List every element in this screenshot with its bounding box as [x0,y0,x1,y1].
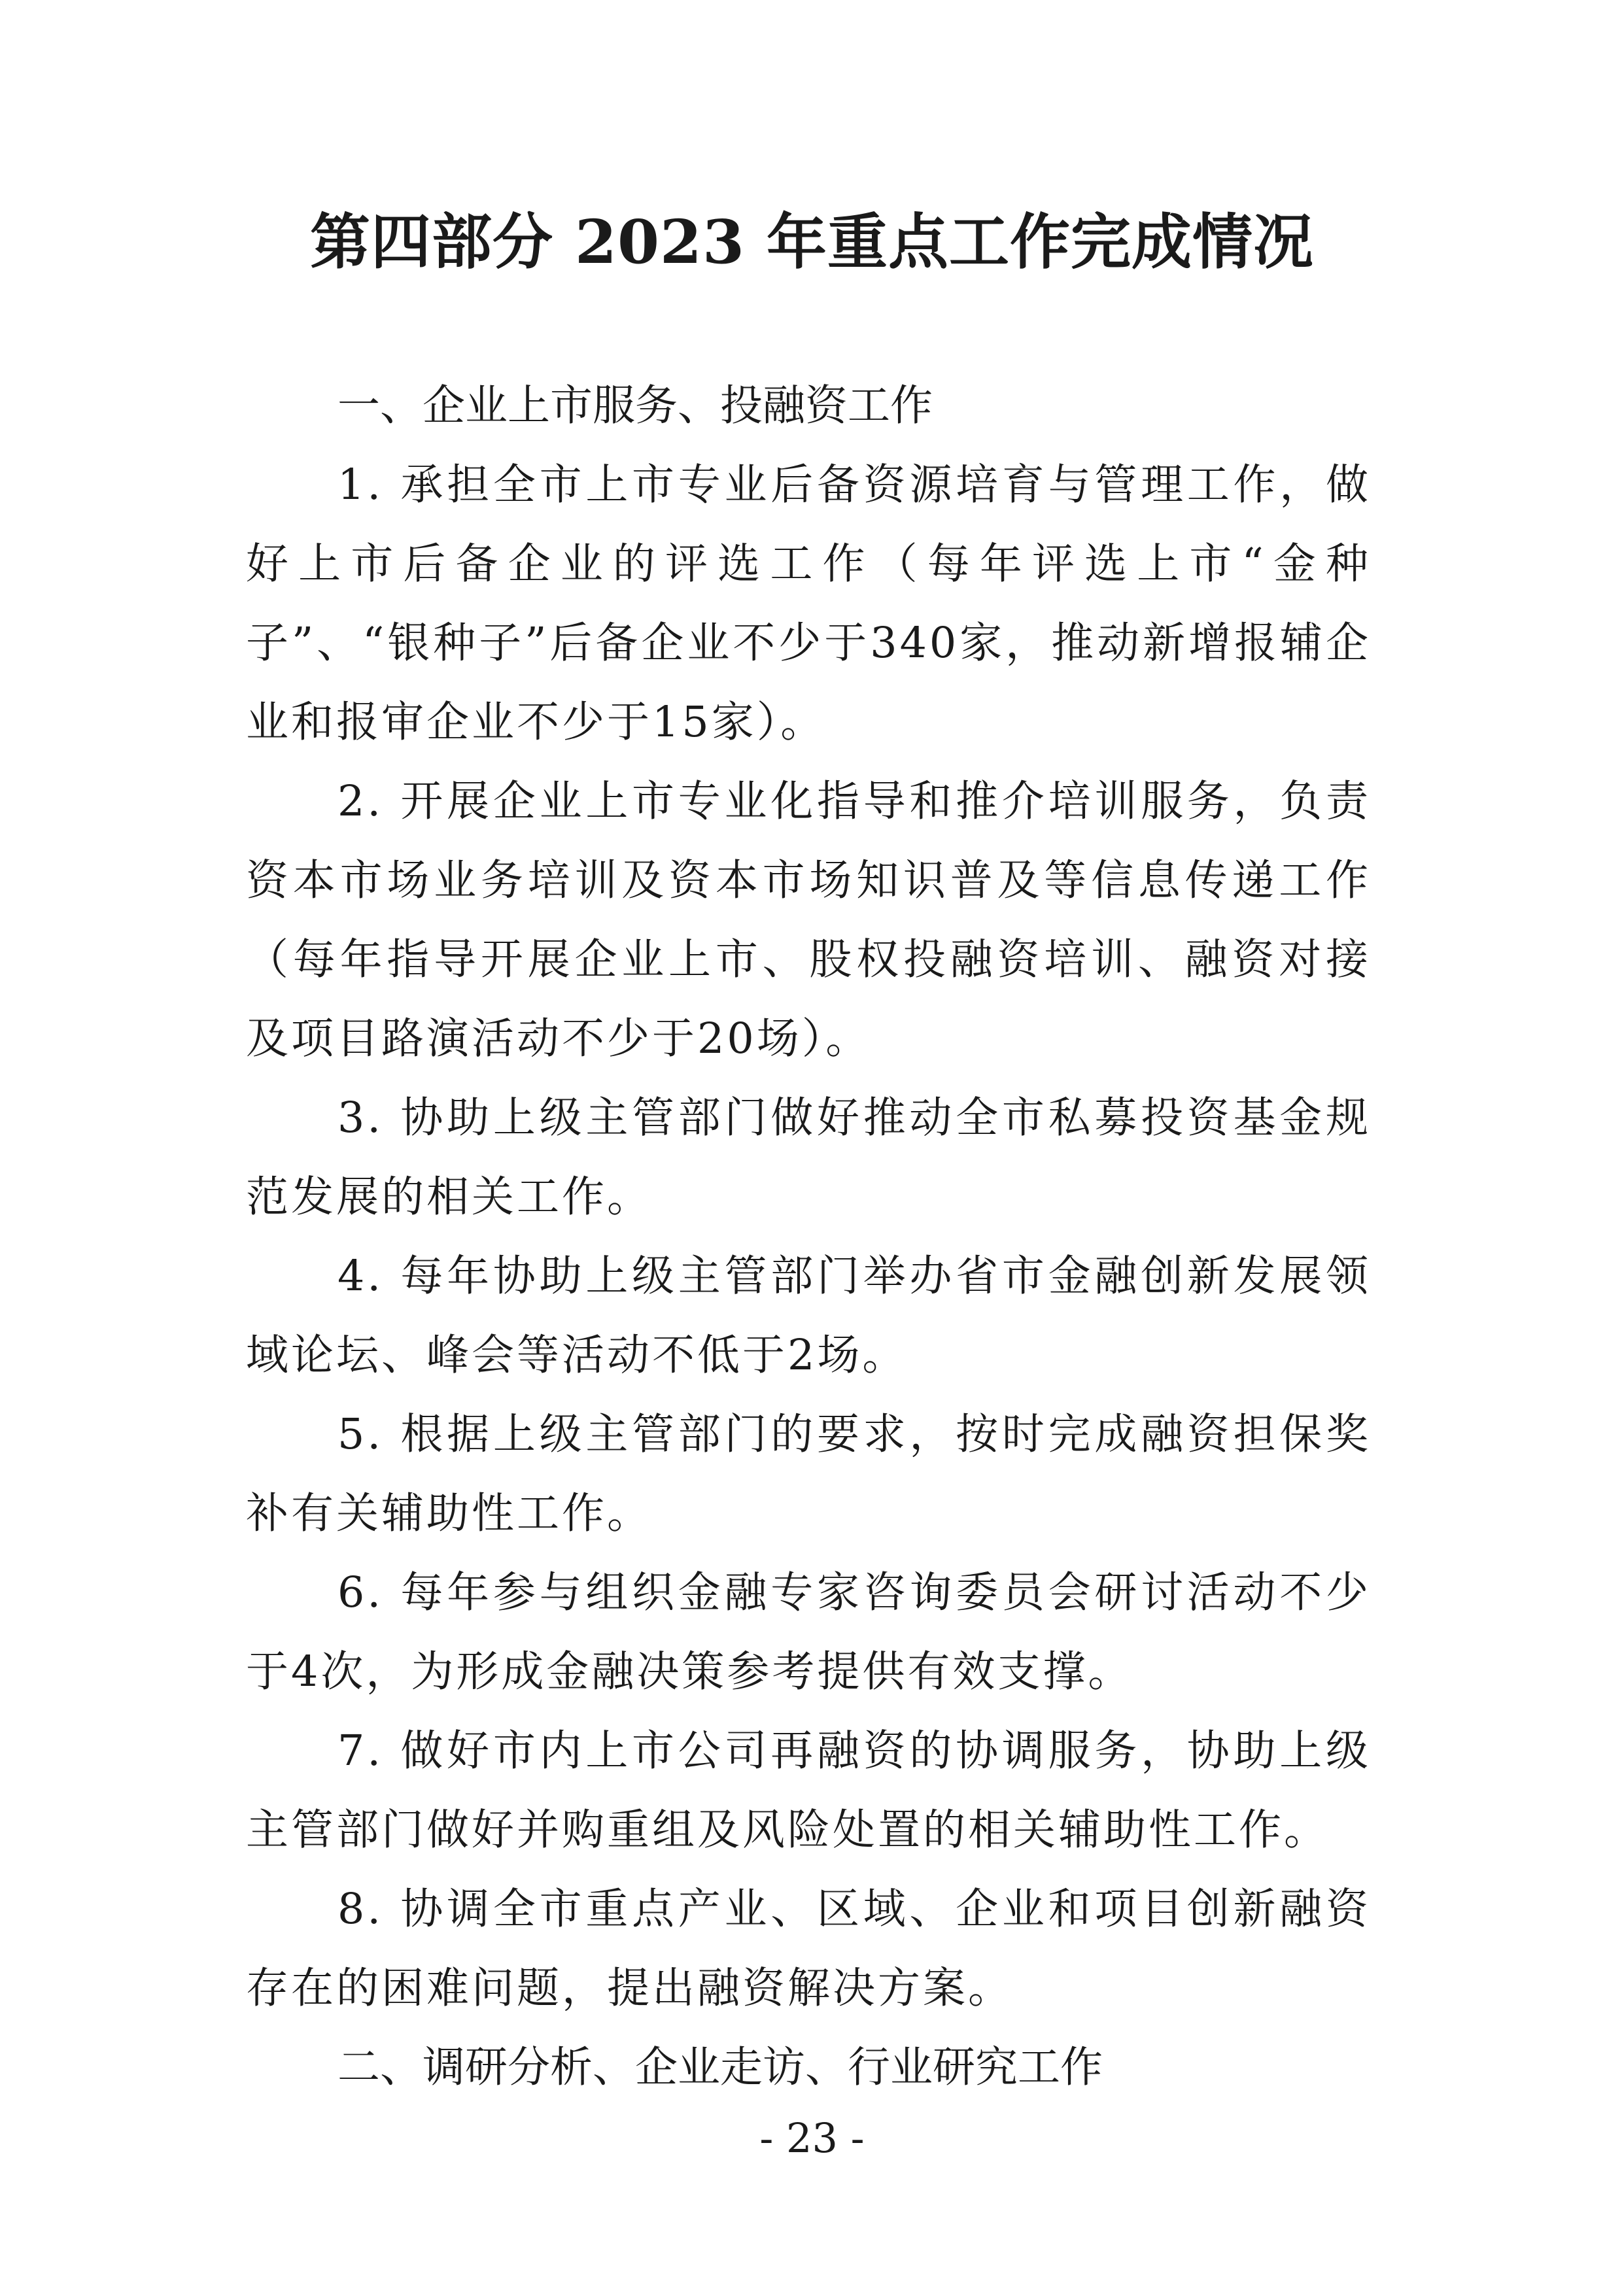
paragraph-item-2: 2. 开展企业上市专业化指导和推介培训服务，负责资本市场业务培训及资本市场知识普及等信息传递工作（每年指导开展企业上市、股权投融资培训、融资对接及项目路演活动不少于20场）。 [246,777,1371,1063]
paragraph-item-6: 6. 每年参与组织金融专家咨询委员会研讨活动不少于4次，为形成金融决策参考提供有效支撑。 [246,1568,1371,1696]
page-title: 第四部分 2023 年重点工作完成情况 [309,207,1315,277]
paragraph-item-4: 4. 每年协助上级主管部门举办省市金融创新发展领域论坛、峰会等活动不低于2场。 [246,1252,1371,1380]
section-heading-1: 一、企业上市服务、投融资工作 [337,381,933,430]
paragraph-item-3: 3. 协助上级主管部门做好推动全市私募投资基金规范发展的相关工作。 [246,1093,1371,1222]
section-heading-2: 二、调研分析、企业走访、行业研究工作 [337,2043,1103,2092]
page-number: - 23 - [759,2114,865,2162]
paragraph-item-7: 7. 做好市内上市公司再融资的协调服务，协助上级主管部门做好并购重组及风险处置的相关辅助性工作。 [246,1726,1371,1855]
paragraph-item-8: 8. 协调全市重点产业、区域、企业和项目创新融资存在的困难问题，提出融资解决方案。 [246,1885,1371,2013]
document-body [246,366,1371,2107]
paragraph-item-5: 5. 根据上级主管部门的要求，按时完成融资担保奖补有关辅助性工作。 [246,1410,1371,1538]
paragraph-item-1: 1. 承担全市上市专业后备资源培育与管理工作，做好上市后备企业的评选工作（每年评选上市“金种子”、“银种子”后备企业不少于340家，推动新增报辅企业和报审企业不少于15家）。 [246,460,1371,747]
